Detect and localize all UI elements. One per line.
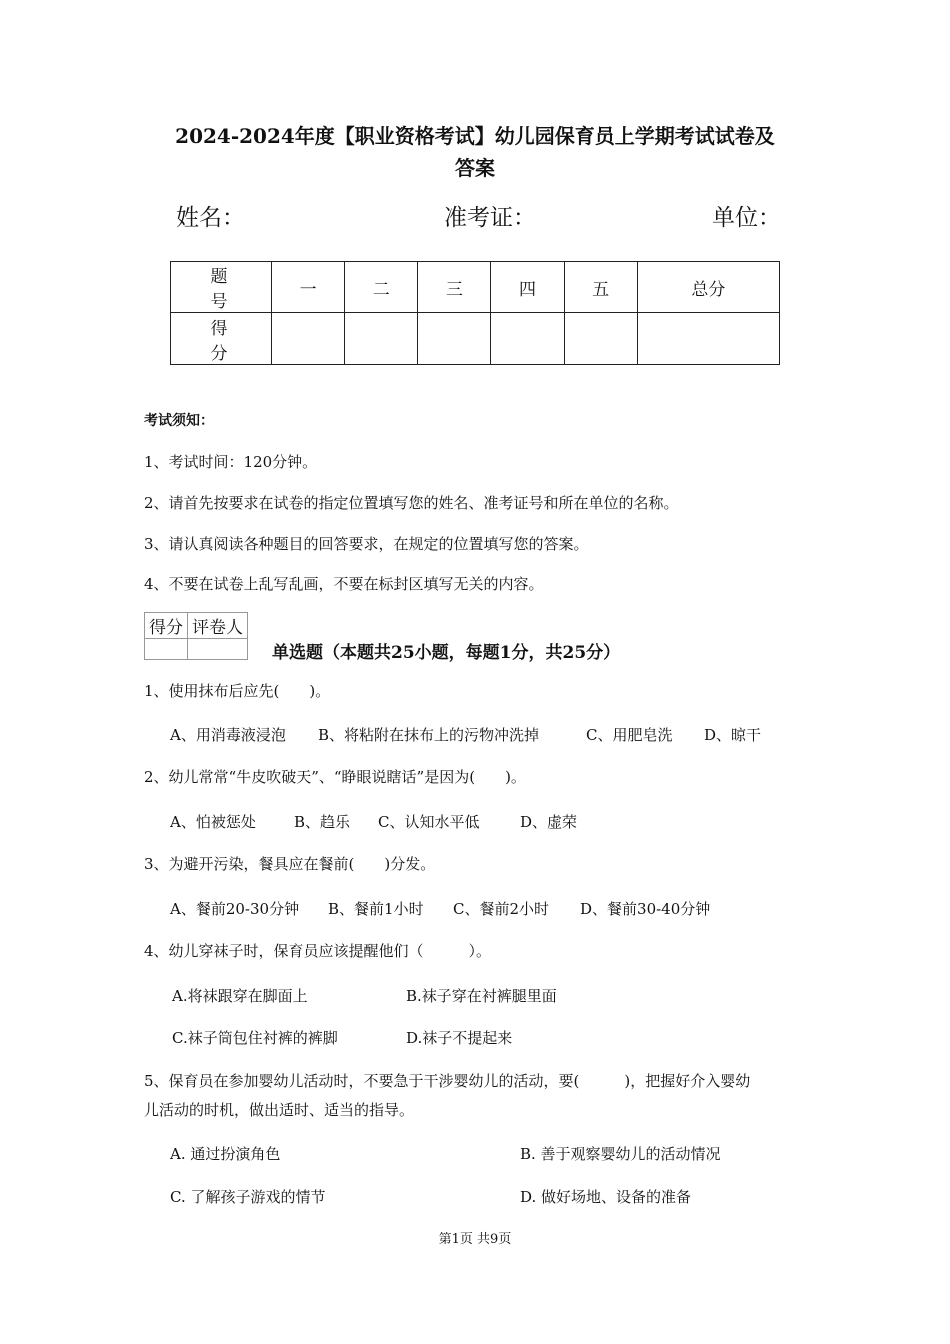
option-text: D、虚荣 <box>520 813 578 831</box>
option-text: D、餐前30-40分钟 <box>580 900 711 918</box>
page-footer: 第1页 共9页 <box>438 1232 512 1247</box>
option-text: C.袜子筒包住衬裤的裤脚 <box>172 1029 338 1047</box>
question-text: 1、使用抹布后应先( )。 <box>144 682 331 700</box>
option-text: C、认知水平低 <box>378 813 480 831</box>
notice-item: 2、请首先按要求在试卷的指定位置填写您的姓名、准考证号和所在单位的名称。 <box>144 494 679 512</box>
option-text: B. 善于观察婴幼儿的活动情况 <box>520 1145 721 1163</box>
option-text: B、将粘附在抹布上的污物冲洗掉 <box>318 726 540 744</box>
score-table-header-row <box>171 262 780 313</box>
score-table-header: 二 <box>345 262 418 313</box>
score-cell[interactable] <box>491 313 564 365</box>
score-cell[interactable] <box>272 313 345 365</box>
option-text: C、餐前2小时 <box>453 900 550 918</box>
name-label: 姓名： <box>176 205 245 231</box>
score-table-header: 总分 <box>637 262 779 313</box>
exam-id-label: 准考证： <box>444 205 536 231</box>
notice-item: 4、不要在试卷上乱写乱画，不要在标封区填写无关的内容。 <box>144 575 544 593</box>
title-line-1: 2024-2024年度【职业资格考试】幼儿园保育员上学期考试试卷及 <box>175 124 775 148</box>
score-table-header: 一 <box>272 262 345 313</box>
grader-box <box>144 612 248 660</box>
option-text: A、餐前20-30分钟 <box>170 900 300 918</box>
score-table-score-row <box>171 313 780 365</box>
grader-box-score-label: 得分 <box>145 613 188 639</box>
question-text: 5、保育员在参加婴幼儿活动时，不要急于干涉婴幼儿的活动，要( )，把握好介入婴幼 <box>144 1072 751 1090</box>
title-line-2: 答案 <box>455 156 495 180</box>
score-cell[interactable] <box>345 313 418 365</box>
option-text: A、怕被惩处 <box>170 813 256 831</box>
option-text: B、趋乐 <box>294 813 351 831</box>
option-text: D、晾干 <box>704 726 762 744</box>
grader-box-score-cell[interactable] <box>145 639 188 660</box>
option-text: B、餐前1小时 <box>328 900 424 918</box>
question-text: 4、幼儿穿袜子时，保育员应该提醒他们（ ）。 <box>144 942 492 960</box>
option-text: A、用消毒液浸泡 <box>170 726 286 744</box>
score-table <box>170 261 780 365</box>
score-cell[interactable] <box>637 313 779 365</box>
unit-label: 单位： <box>712 205 781 231</box>
score-table-header: 题 号 <box>171 262 272 313</box>
score-cell[interactable] <box>418 313 491 365</box>
option-text: A. 通过扮演角色 <box>170 1145 281 1163</box>
notice-item: 1、考试时间：120分钟。 <box>144 453 318 471</box>
question-text: 3、为避开污染，餐具应在餐前( )分发。 <box>144 855 436 873</box>
score-table-header: 三 <box>418 262 491 313</box>
notice-item: 3、请认真阅读各种题目的回答要求，在规定的位置填写您的答案。 <box>144 535 589 553</box>
option-text: C. 了解孩子游戏的情节 <box>170 1188 326 1206</box>
document-title <box>120 120 830 184</box>
option-text: A.将袜跟穿在脚面上 <box>172 987 308 1005</box>
score-cell[interactable] <box>564 313 637 365</box>
section-title: 单选题（本题共25小题，每题1分，共25分） <box>272 643 621 663</box>
question-text-continued: 儿活动的时机，做出适时、适当的指导。 <box>144 1101 415 1119</box>
option-text: B.袜子穿在衬裤腿里面 <box>406 987 557 1005</box>
question-text: 2、幼儿常常“牛皮吹破天”、“睁眼说瞎话”是因为( )。 <box>144 768 526 786</box>
score-table-header: 四 <box>491 262 564 313</box>
notice-title: 考试须知： <box>144 413 214 429</box>
score-table-header: 五 <box>564 262 637 313</box>
grader-box-grader-label: 评卷人 <box>188 613 248 639</box>
option-text: D. 做好场地、设备的准备 <box>520 1188 692 1206</box>
grader-box-grader-cell[interactable] <box>188 639 248 660</box>
option-text: D.袜子不提起来 <box>406 1029 513 1047</box>
score-row-label: 得 分 <box>171 313 272 365</box>
option-text: C、用肥皂洗 <box>586 726 673 744</box>
